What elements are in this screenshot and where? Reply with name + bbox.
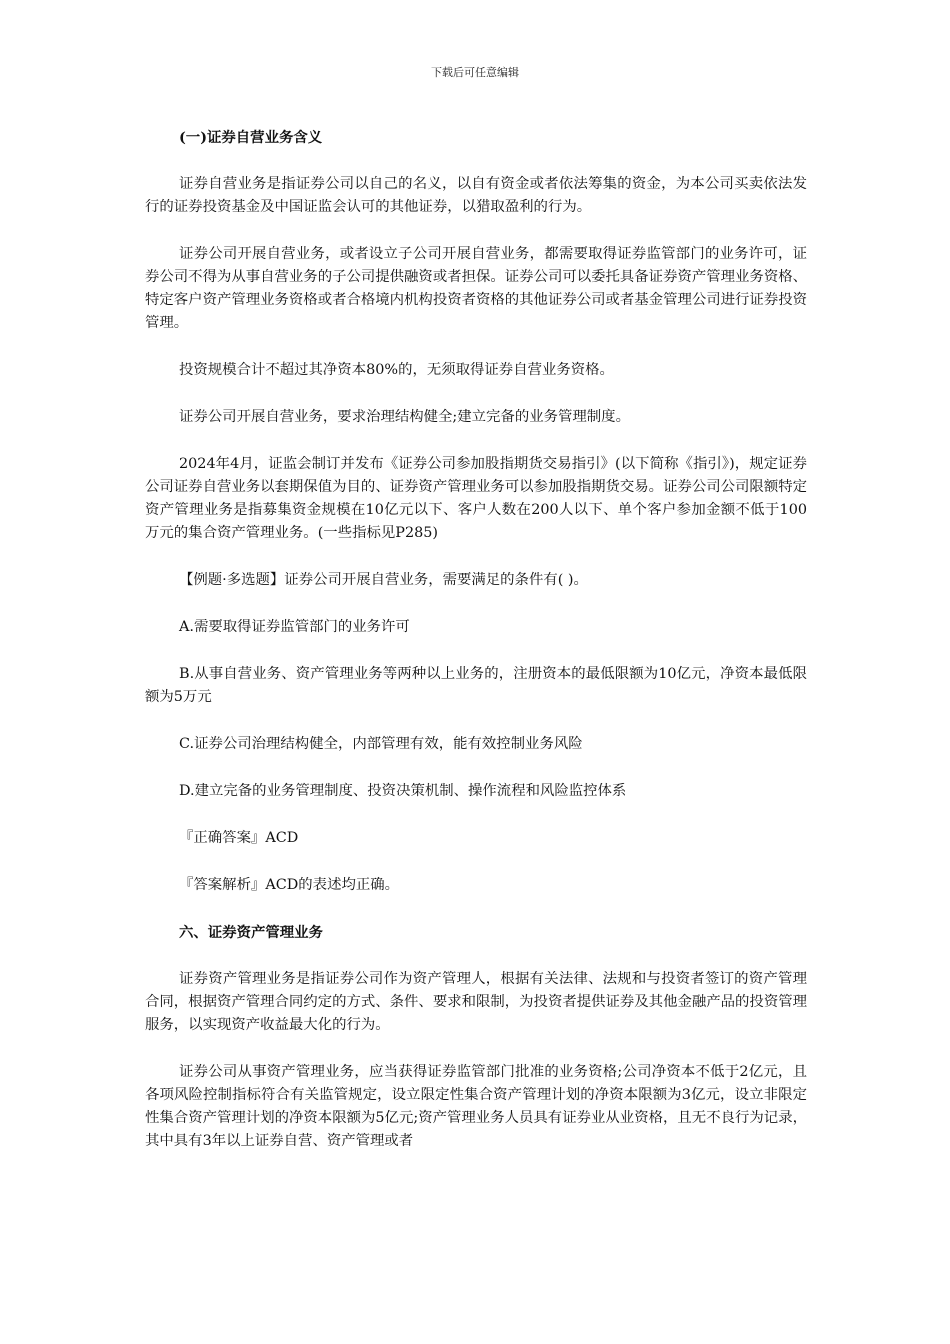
paragraph: 证券公司从事资产管理业务，应当获得证券监管部门批准的业务资格;公司净资本不低于2亿元，且各项风险控制指标符合有关监管规定，设立限定性集合资产管理计划的净资本限额为3亿元，设立非限定性集合资产管理计划的净资本限额为5亿元;资产管理业务人员具有证券业从业资格，且无不良行为记录，其中具有3年以上证券自营、资产管理或者 <box>145 1064 807 1149</box>
paragraph: 2024年4月，证监会制订并发布《证券公司参加股指期货交易指引》(以下简称《指引》)，规定证券公司证券自营业务以套期保值为目的、证券资产管理业务可以参加股指期货交易。证券公司公司限额特定资产管理业务是指募集资金规模在10亿元以下、客户人数在200人以下、单个客户参加金额不低于100万元的集合资产管理业务。(一些指标见P285) <box>145 456 807 541</box>
option-a: A.需要取得证券监管部门的业务许可 <box>179 619 410 635</box>
header-note: 下载后可任意编辑 <box>431 66 519 79</box>
document-body <box>145 126 807 1177</box>
option-b: B.从事自营业务、资产管理业务等两种以上业务的，注册资本的最低限额为10亿元，净资本最低限额为5万元 <box>145 666 807 705</box>
option-c: C.证券公司治理结构健全，内部管理有效，能有效控制业务风险 <box>179 736 583 752</box>
correct-answer: 『正确答案』ACD <box>179 830 299 846</box>
paragraph: 投资规模合计不超过其净资本80%的，无须取得证券自营业务资格。 <box>179 362 614 378</box>
paragraph: 证券自营业务是指证券公司以自己的名义，以自有资金或者依法筹集的资金，为本公司买卖依法发行的证券投资基金及中国证监会认可的其他证券，以猎取盈利的行为。 <box>145 176 807 215</box>
paragraph: 证券公司开展自营业务，要求治理结构健全;建立完备的业务管理制度。 <box>179 409 630 425</box>
question-title: 【例题·多选题】证券公司开展自营业务，需要满足的条件有( )。 <box>179 572 588 588</box>
section-heading: 六、证券资产管理业务 <box>179 924 323 941</box>
section-heading: (一)证券自营业务含义 <box>179 129 323 146</box>
paragraph: 证券公司开展自营业务，或者设立子公司开展自营业务，都需要取得证券监管部门的业务许可，证券公司不得为从事自营业务的子公司提供融资或者担保。证券公司可以委托具备证券资产管理业务资格、特定客户资产管理业务资格或者合格境内机构投资者资格的其他证券公司或者基金管理公司进行证券投资管理。 <box>145 246 807 331</box>
option-d: D.建立完备的业务管理制度、投资决策机制、操作流程和风险监控体系 <box>179 783 627 799</box>
paragraph: 证券资产管理业务是指证券公司作为资产管理人，根据有关法律、法规和与投资者签订的资产管理合同，根据资产管理合同约定的方式、条件、要求和限制，为投资者提供证券及其他金融产品的投资管理服务，以实现资产收益最大化的行为。 <box>145 971 807 1033</box>
answer-analysis: 『答案解析』ACD的表述均正确。 <box>179 877 400 893</box>
